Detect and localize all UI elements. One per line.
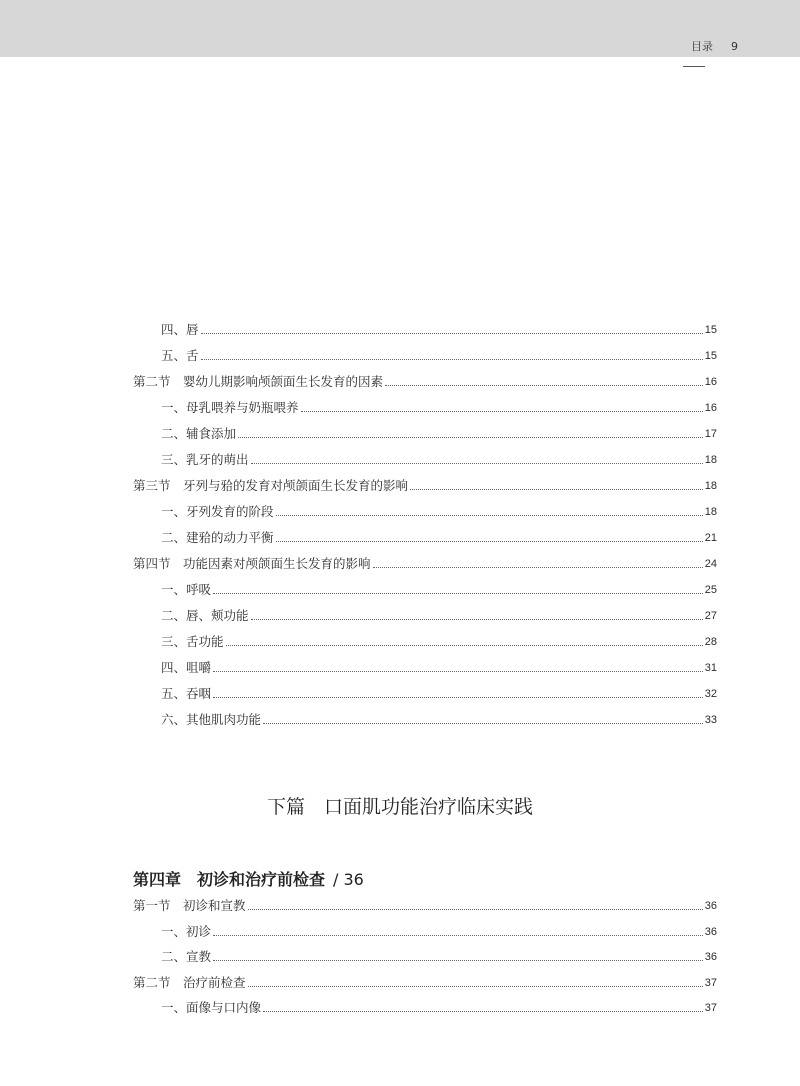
toc-item-entry[interactable] <box>133 660 717 676</box>
toc-entry-page: 37 <box>704 1002 717 1014</box>
toc-item-entry[interactable] <box>133 712 717 728</box>
toc-leader-dots <box>213 592 703 594</box>
toc-item-entry[interactable] <box>133 400 717 416</box>
toc-entry-label: 第二节 婴幼儿期影响颅颌面生长发育的因素 <box>133 374 384 389</box>
toc-section-entry[interactable] <box>133 374 717 390</box>
toc-item-entry[interactable] <box>133 1000 717 1016</box>
toc-entry-label: 三、舌功能 <box>161 634 224 649</box>
toc-entry-page: 33 <box>704 714 717 726</box>
toc-entry-label: 第四节 功能因素对颅颌面生长发育的影响 <box>133 556 371 571</box>
toc-leader-dots <box>213 670 703 672</box>
toc-entry-page: 36 <box>704 951 717 963</box>
toc-leader-dots <box>213 959 703 961</box>
toc-entry-page: 31 <box>704 662 717 674</box>
running-head-page-number: 9 <box>731 40 738 53</box>
toc-leader-dots <box>238 436 703 438</box>
toc-entry-page: 28 <box>704 636 717 648</box>
toc-entry-page: 17 <box>704 428 717 440</box>
toc-entry-page: 21 <box>704 532 717 544</box>
toc-item-entry[interactable] <box>133 452 717 468</box>
toc-item-entry[interactable] <box>133 322 717 338</box>
toc-item-entry[interactable] <box>133 426 717 442</box>
toc-section-entry[interactable] <box>133 975 717 991</box>
toc-entry-page: 32 <box>704 688 717 700</box>
chapter-title <box>133 867 364 890</box>
toc-entry-page: 27 <box>704 610 717 622</box>
toc-entry-page: 15 <box>704 350 717 362</box>
toc-leader-dots <box>263 1010 703 1012</box>
toc-entry-label: 三、乳牙的萌出 <box>161 452 249 467</box>
toc-entry-page: 37 <box>704 976 717 989</box>
toc-item-entry[interactable] <box>133 949 717 965</box>
toc-entry-page: 36 <box>704 925 717 938</box>
toc-leader-dots <box>248 908 703 910</box>
toc-leader-dots <box>276 514 703 516</box>
toc-item-entry[interactable] <box>133 634 717 650</box>
toc-entry-label: 一、母乳喂养与奶瓶喂养 <box>161 400 299 415</box>
toc-item-entry[interactable] <box>133 348 717 364</box>
toc-leader-dots <box>251 462 703 464</box>
toc-leader-dots <box>301 410 703 412</box>
toc-entry-page: 36 <box>704 900 717 912</box>
toc-entry-page: 15 <box>704 324 717 336</box>
toc-item-entry[interactable] <box>133 686 717 702</box>
running-head-title: 目录 <box>691 40 713 53</box>
toc-entry-label: 二、宣教 <box>161 949 212 964</box>
toc-entry-page: 18 <box>704 506 717 518</box>
toc-leader-dots <box>201 332 703 334</box>
header-band <box>0 0 800 57</box>
toc-section-entry[interactable] <box>133 898 717 914</box>
toc-entry-label: 二、建𬌗的动力平衡 <box>161 530 274 545</box>
chapter-page: / 36 <box>333 870 364 889</box>
toc-item-entry[interactable] <box>133 582 717 598</box>
toc-entry-label: 四、唇 <box>161 322 199 337</box>
running-head <box>691 38 738 54</box>
toc-entry-label: 四、咀嚼 <box>161 660 212 675</box>
part-title: 下篇 口面肌功能治疗临床实践 <box>266 796 533 818</box>
toc-section-entry[interactable] <box>133 556 717 572</box>
toc-leader-dots <box>410 488 703 490</box>
toc-entry-page: 18 <box>704 480 717 492</box>
toc-entry-label: 五、吞咽 <box>161 686 212 701</box>
toc-leader-dots <box>373 566 703 568</box>
toc-entry-label: 第二节 治疗前检查 <box>133 974 246 990</box>
toc-entry-label: 第一节 初诊和宣教 <box>133 898 246 913</box>
toc-leader-dots <box>248 985 703 987</box>
toc-item-entry[interactable] <box>133 504 717 520</box>
toc-entry-page: 25 <box>704 584 717 596</box>
toc-entry-label: 一、面像与口内像 <box>161 1000 262 1015</box>
toc-entry-page: 16 <box>704 402 717 414</box>
toc-leader-dots <box>201 358 703 360</box>
toc-entry-page: 16 <box>704 376 717 388</box>
toc-section-entry[interactable] <box>133 478 717 494</box>
toc-item-entry[interactable] <box>133 530 717 546</box>
chapter-title-text: 第四章 初诊和治疗前检查 <box>133 870 326 889</box>
toc-item-entry[interactable] <box>133 608 717 624</box>
toc-leader-dots <box>263 722 703 724</box>
toc-leader-dots <box>213 934 703 936</box>
toc-entry-label: 二、唇、颊功能 <box>161 608 249 623</box>
toc-leader-dots <box>251 618 703 620</box>
toc-entry-label: 一、初诊 <box>161 923 212 939</box>
toc-leader-dots <box>213 696 703 698</box>
toc-entry-page: 18 <box>704 454 717 466</box>
header-rule <box>683 66 705 67</box>
toc-leader-dots <box>226 644 703 646</box>
toc-leader-dots <box>385 384 703 386</box>
toc-item-entry[interactable] <box>133 924 717 940</box>
toc-entry-label: 第三节 牙列与𬌗的发育对颅颌面生长发育的影响 <box>133 478 409 493</box>
toc-entry-label: 二、辅食添加 <box>161 426 237 441</box>
toc-entry-page: 24 <box>704 558 717 570</box>
toc-entry-label: 五、舌 <box>161 348 199 363</box>
toc-entry-label: 一、牙列发育的阶段 <box>161 504 274 519</box>
toc-entry-label: 一、呼吸 <box>161 582 212 597</box>
toc-entry-label: 六、其他肌肉功能 <box>161 712 262 727</box>
toc-leader-dots <box>276 540 703 542</box>
